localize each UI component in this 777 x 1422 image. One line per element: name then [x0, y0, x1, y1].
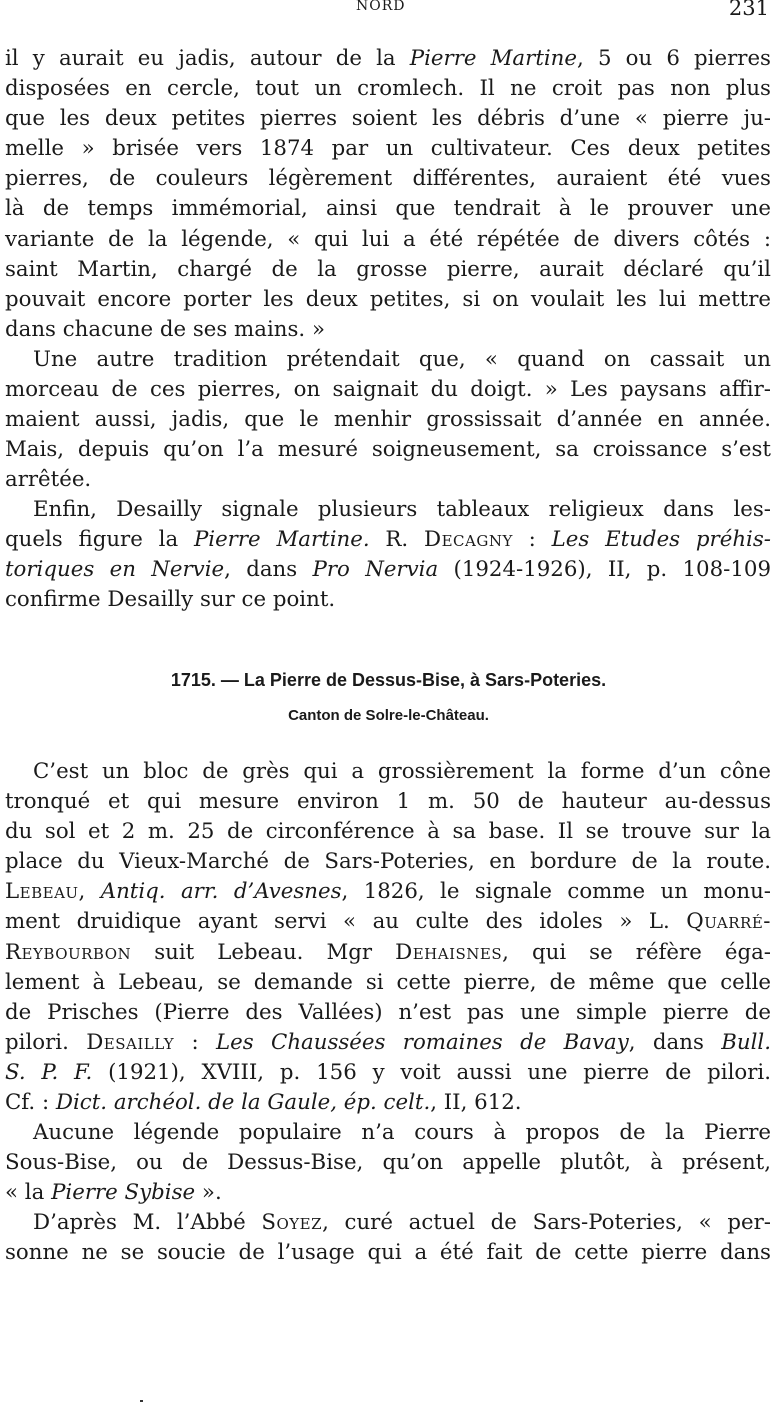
- paragraph-6: [5, 1208, 771, 1268]
- author-name: Dehaisnes: [395, 939, 503, 965]
- running-head: [0, 0, 777, 18]
- italic-text: Les Etudes préhis-: [551, 527, 771, 553]
- text-run: ment druidique ayant servi « au culte des idoles » L.: [5, 909, 687, 935]
- author-name: Soyez: [261, 1210, 323, 1235]
- text-line: que les deux petites pierres soient les débris d’une « pierre ju-: [5, 106, 771, 132]
- italic-text: S. P. F.: [5, 1059, 93, 1085]
- author-name: Reybourbon: [5, 939, 132, 965]
- text-line: Une autre tradition prétendait que, « quand on cassait un: [33, 347, 771, 372]
- text-run: , 1826, le signale comme un monu-: [341, 879, 771, 905]
- text-run: :: [512, 527, 552, 553]
- text-run: ,: [78, 879, 101, 905]
- italic-text: Pierre Sybise: [51, 1180, 196, 1206]
- paragraph-3: [5, 495, 771, 615]
- paragraph-4: [5, 757, 771, 1118]
- text-run: suit Lebeau. Mgr: [131, 939, 396, 965]
- text-line: sonne ne se soucie de l’usage qui a été fait de cette pierre dans: [5, 1240, 771, 1266]
- text-run: ».: [195, 1180, 222, 1206]
- text-run: , curé actuel de Sars-Poteries, « per-: [322, 1210, 771, 1235]
- text-run: (1921), XVIII, p. 156 y voit aussi une pierre de pilori.: [92, 1059, 771, 1085]
- paragraph-1: [5, 44, 771, 345]
- text-line: confirme Desailly sur ce point.: [5, 587, 336, 613]
- paragraph-2: [5, 345, 771, 495]
- text-run: R.: [369, 527, 424, 553]
- text-line: [5, 877, 771, 907]
- text-line: Enfin, Desailly signale plusieurs tableaux religieux dans les-: [33, 497, 771, 522]
- text-line: disposées en cercle, tout un cromlech. Il ne croit pas non plus: [5, 76, 771, 102]
- text-run: , dans: [628, 1029, 722, 1055]
- text-line: [5, 1088, 771, 1118]
- text-line: lement à Lebeau, se demande si cette pierre, de même que celle: [5, 969, 771, 995]
- italic-text: Dict. archéol. de la Gaule, ép. celt.: [55, 1090, 431, 1116]
- italic-text: Antiq. arr. d’Avesnes: [100, 879, 342, 905]
- text-line: C’est un bloc de grès qui a grossièrement la forme d’un cône: [33, 759, 771, 784]
- text-run: , 5 ou 6 pierres: [577, 46, 771, 71]
- text-run: pilori.: [5, 1029, 87, 1055]
- text-run: quels figure la: [5, 527, 194, 553]
- author-name: Lebeau: [5, 879, 79, 905]
- text-line: Sous-Bise, ou de Dessus-Bise, qu’on appelle plutôt, à présent,: [5, 1150, 771, 1176]
- text-line: maient aussi, jadis, que le menhir grossissait d’année en année.: [5, 407, 771, 433]
- text-line: tronqué et qui mesure environ 1 m. 50 de hauteur au-dessus: [5, 789, 771, 815]
- text-line: [5, 1208, 771, 1238]
- text-line: pierres, de couleurs légèrement différentes, auraient été vues: [5, 166, 771, 192]
- text-line: variante de la légende, « qui lui a été répétée de divers côtés :: [5, 226, 771, 252]
- text-line: Aucune légende populaire n’a cours à propos de la Pierre: [33, 1120, 771, 1145]
- italic-text: Pierre Martine.: [193, 527, 370, 553]
- text-run: :: [174, 1029, 216, 1055]
- italic-text: Pro Nervia: [312, 557, 439, 583]
- section-heading: 1715. — La Pierre de Dessus-Bise, à Sars-Poteries.: [170, 670, 607, 690]
- text-line: là de temps immémorial, ainsi que tendrait à le prouver une: [5, 196, 771, 222]
- italic-text: Bull.: [721, 1029, 771, 1055]
- text-line: [5, 1028, 771, 1058]
- text-line: Mais, depuis qu’on l’a mesuré soigneusement, sa croissance s’est: [5, 437, 771, 463]
- author-name: Quarré-: [686, 909, 771, 935]
- text-line: [5, 44, 771, 74]
- text-run: , II, 612.: [430, 1090, 522, 1116]
- ink-speck: [140, 1400, 143, 1402]
- text-run: , qui se réfère éga-: [502, 939, 771, 965]
- italic-text: toriques en Nervie: [5, 557, 225, 583]
- text-run: « la: [5, 1180, 52, 1206]
- text-line: [5, 938, 771, 968]
- text-line: [5, 1058, 771, 1088]
- author-name: Desailly: [86, 1029, 175, 1055]
- text-line: du sol et 2 m. 25 de circonférence à sa base. Il se trouve sur la: [5, 819, 771, 845]
- text-line: arrêtée.: [5, 467, 92, 493]
- text-line: morceau de ces pierres, on saignait du doigt. » Les paysans affir-: [5, 377, 771, 403]
- text-line: saint Martin, chargé de la grosse pierre, aurait déclaré qu’il: [5, 256, 771, 282]
- italic-text: Pierre Martine: [409, 46, 578, 71]
- author-name: Decagny: [424, 527, 513, 553]
- text-run: il y aurait eu jadis, autour de la: [5, 46, 410, 71]
- text-run: Cf. :: [5, 1090, 56, 1116]
- text-run: (1924-1926), II, p. 108-109: [438, 557, 771, 583]
- text-line: melle » brisée vers 1874 par un cultivateur. Ces deux petites: [5, 136, 771, 162]
- text-line: [5, 555, 771, 585]
- text-line: dans chacune de ses mains. »: [5, 316, 325, 342]
- running-head-title: NORD: [356, 0, 406, 14]
- italic-text: Les Chaussées romaines de Bavay: [216, 1029, 629, 1055]
- text-line: [5, 907, 771, 937]
- text-line: [5, 1178, 771, 1208]
- text-run: , dans: [224, 557, 313, 583]
- text-run: D’après M. l’Abbé: [33, 1210, 262, 1235]
- text-line: pouvait encore porter les deux petites, si on voulait les lui mettre: [5, 286, 771, 312]
- text-line: [5, 525, 771, 555]
- text-line: de Prisches (Pierre des Vallées) n’est pas une simple pierre de: [5, 999, 771, 1025]
- paragraph-5: [5, 1118, 771, 1208]
- text-line: place du Vieux-Marché de Sars-Poteries, en bordure de la route.: [5, 849, 771, 875]
- section-subheading: Canton de Solre-le-Château.: [288, 707, 489, 724]
- page-number: 231: [728, 0, 769, 20]
